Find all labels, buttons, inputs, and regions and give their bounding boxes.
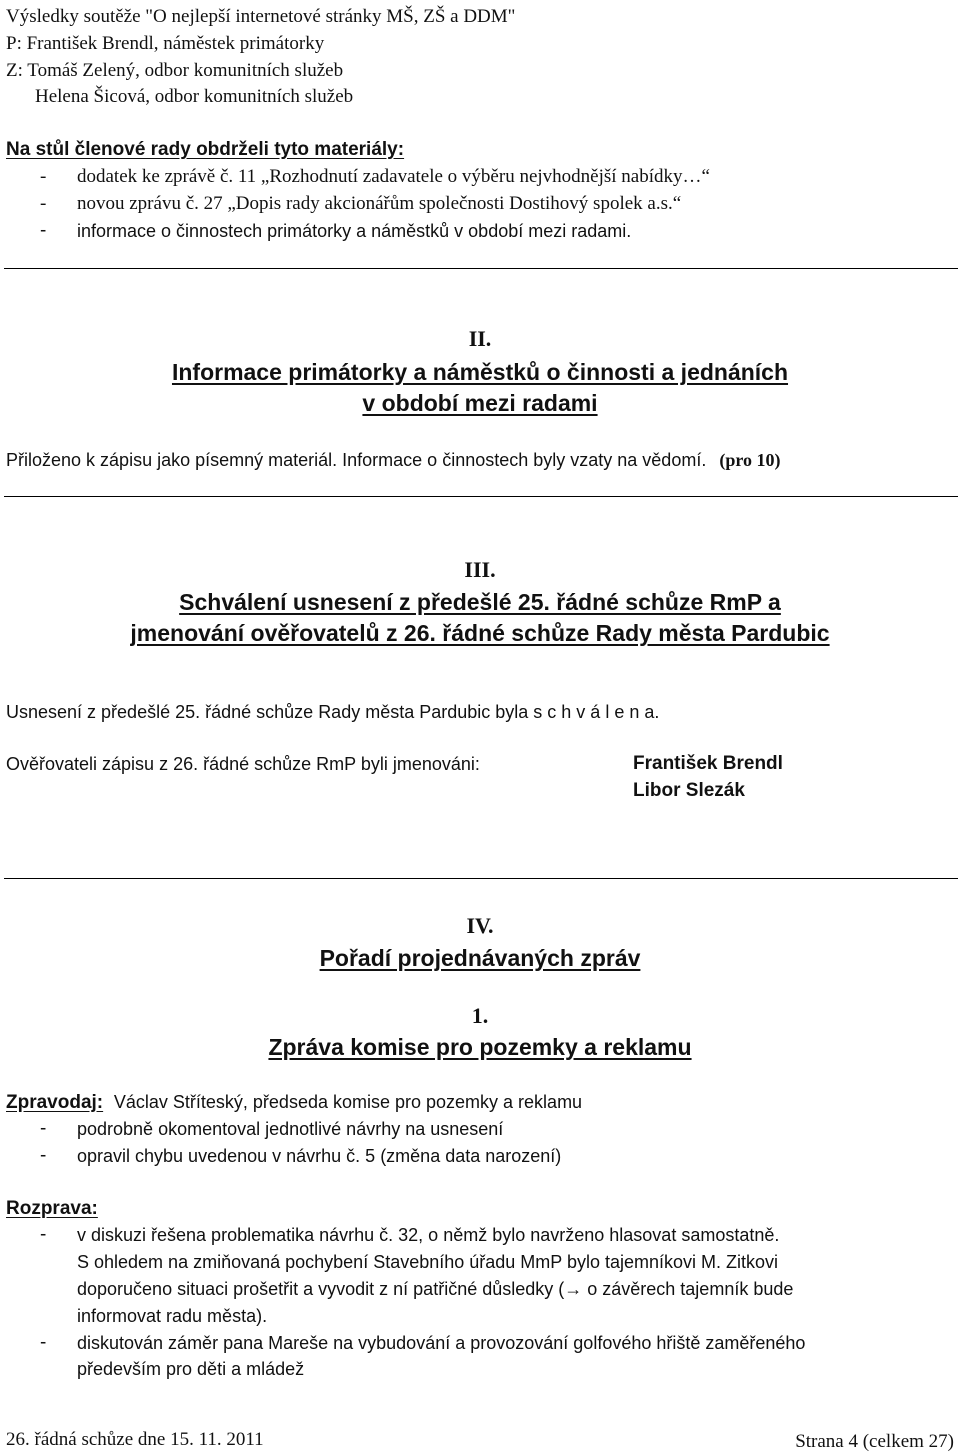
bullet-dash: - <box>40 220 47 241</box>
section-4-title: Pořadí projednávaných zpráv <box>319 945 641 971</box>
header-line-3: Z: Tomáš Zelený, odbor komunitních služeb <box>6 60 344 81</box>
reporter-text: Václav Stříteský, předseda komise pro pozemky a reklamu <box>113 1092 583 1112</box>
reporter-line <box>6 1089 582 1116</box>
section-2-number: II. <box>468 326 492 351</box>
footer-left: 26. řádná schůze dne 15. 11. 2011 <box>6 1429 264 1450</box>
reporter-label: Zpravodaj: <box>6 1092 104 1113</box>
bullet-dash: - <box>40 1145 47 1166</box>
bullet-dash: - <box>40 193 47 214</box>
section-2-vote: (pro 10) <box>719 450 781 470</box>
section-3-verifiers-label: Ověřovateli zápisu z 26. řádné schůze RmP byli jmenováni: <box>6 754 480 774</box>
section-2-title-line-2: v období mezi radami <box>362 390 598 416</box>
bullet-dash: - <box>40 1224 47 1245</box>
section-3-title-line-2: jmenování ověřovatelů z 26. řádné schůze Rady města Pardubic <box>130 620 830 646</box>
section-3-number: III. <box>464 557 496 582</box>
reporter-item-2: opravil chybu uvedenou v návrhu č. 5 (změna data narození) <box>77 1146 562 1166</box>
verifier-name-1: František Brendl <box>633 753 783 774</box>
divider <box>4 268 958 269</box>
section-2-title-line-1: Informace primátorky a náměstků o činnosti a jednáních <box>171 359 789 385</box>
debate-item-2-line-2: především pro děti a mládež <box>77 1359 305 1379</box>
materials-item-3: informace o činnostech primátorky a náměstků v období mezi radami. <box>77 221 632 241</box>
section-4-number: IV. <box>466 913 494 938</box>
bullet-dash: - <box>40 1332 47 1353</box>
section-2-body <box>6 447 781 473</box>
report-number: 1. <box>471 1003 489 1028</box>
verifier-name-2: Libor Slezák <box>633 780 745 801</box>
header-line-2: P: František Brendl, náměstek primátorky <box>6 33 325 54</box>
materials-item-2: novou zprávu č. 27 „Dopis rady akcionářům společnosti Dostihový spolek a.s.“ <box>77 193 682 214</box>
footer-page-number: Strana 4 (celkem 27) <box>795 1431 954 1452</box>
section-3-approval: Usnesení z předešlé 25. řádné schůze Rady města Pardubic byla s c h v á l e n a. <box>6 702 660 722</box>
header-line-1: Výsledky soutěže "O nejlepší internetové stránky MŠ, ZŠ a DDM" <box>6 6 516 27</box>
reporter-item-1: podrobně okomentoval jednotlivé návrhy na usnesení <box>77 1119 504 1139</box>
section-3-title-line-1: Schválení usnesení z předešlé 25. řádné schůze RmP a <box>179 589 781 615</box>
divider <box>4 878 958 879</box>
header-line-4: Helena Šicová, odbor komunitních služeb <box>35 86 354 107</box>
bullet-dash: - <box>40 1118 47 1139</box>
report-title: Zpráva komise pro pozemky a reklamu <box>268 1034 692 1060</box>
debate-item-2-line-1: diskutován záměr pana Mareše na vybudování a provozování golfového hřiště zaměřeného <box>77 1333 806 1353</box>
debate-item-1-line-2: S ohledem na zmiňovaná pochybení Stavebního úřadu MmP bylo tajemníkovi M. Zitkovi <box>77 1252 779 1272</box>
debate-item-1-line-3: doporučeno situaci prošetřit a vyvodit z ní patřičné důsledky (→ o závěrech tajemník bude <box>77 1279 794 1299</box>
materials-item-1: dodatek ke zprávě č. 11 „Rozhodnutí zadavatele o výběru nejvhodnější nabídky…“ <box>77 166 710 187</box>
divider <box>4 496 958 497</box>
debate-item-1-line-1: v diskuzi řešena problematika návrhu č. 32, o němž bylo navrženo hlasovat samostatně. <box>77 1225 780 1245</box>
materials-heading: Na stůl členové rady obdrželi tyto materiály: <box>6 139 405 160</box>
section-2-body-text: Přiloženo k zápisu jako písemný materiál. Informace o činnostech byly vzaty na vědomí. <box>6 450 707 470</box>
debate-item-1-line-4: informovat radu města). <box>77 1306 268 1326</box>
debate-label: Rozprava: <box>6 1198 98 1219</box>
bullet-dash: - <box>40 166 47 187</box>
